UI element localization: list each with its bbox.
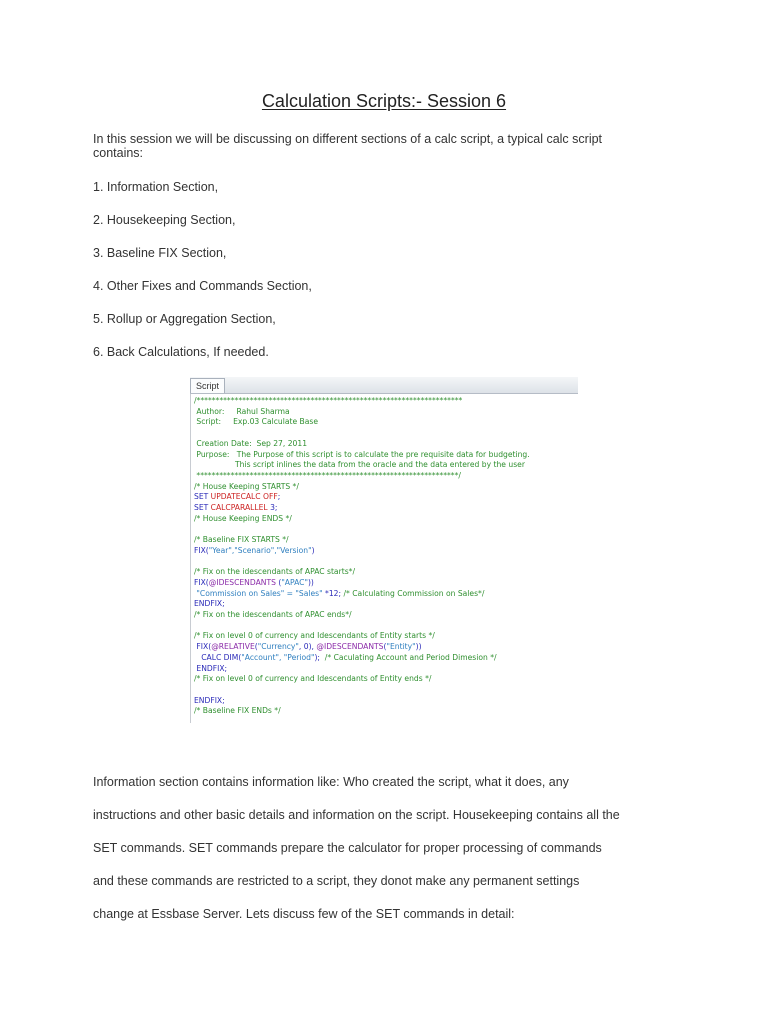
code-line	[194, 460, 525, 469]
code-line	[194, 653, 497, 662]
code-token: /* Calculating Commission on Sales*/	[343, 588, 485, 598]
code-token: @IDESCENDANTS	[316, 642, 384, 652]
code-token: (	[275, 577, 282, 587]
code-line	[194, 503, 277, 512]
code-line	[194, 664, 227, 673]
code-token: "Entity"	[386, 642, 416, 652]
code-token: FIX(	[194, 577, 209, 587]
code-token: ENDFIX;	[194, 599, 225, 609]
section-list-item: 6. Back Calculations, If needed.	[93, 345, 269, 359]
code-token: "Account", "Period"	[241, 652, 315, 662]
section-list-item: 5. Rollup or Aggregation Section,	[93, 312, 276, 326]
code-token: /* House Keeping STARTS */	[194, 481, 299, 491]
script-tab: Script	[190, 378, 225, 393]
code-token: /* Fix on level 0 of currency and Idescendants of Entity starts */	[194, 631, 435, 641]
code-line	[194, 599, 225, 608]
code-token: *12;	[322, 588, 344, 598]
code-line	[194, 439, 307, 448]
code-line	[194, 578, 314, 587]
code-token: ))	[415, 642, 422, 652]
code-token: Script: Exp.03 Calculate Base	[194, 417, 319, 427]
code-token: @IDESCENDANTS	[208, 577, 276, 587]
body-paragraph-line: and these commands are restricted to a script, they donot make any permanent settings	[93, 874, 580, 888]
code-token: /* Baseline FIX ENDs */	[194, 706, 281, 716]
code-line	[194, 407, 290, 416]
code-token: SET	[194, 492, 211, 502]
code-token: Author: Rahul Sharma	[194, 406, 290, 416]
code-token: "Year","Scenario","Version"	[208, 545, 312, 555]
code-line	[194, 631, 435, 640]
code-line	[194, 696, 225, 705]
intro-paragraph: In this session we will be discussing on different sections of a calc script, a typical calc script contains:	[93, 132, 603, 160]
code-line	[194, 396, 462, 405]
section-list-item: 4. Other Fixes and Commands Section,	[93, 279, 312, 293]
code-line	[194, 492, 280, 501]
body-paragraph-line: Information section contains information like: Who created the script, what it does, any	[93, 775, 569, 789]
code-line	[194, 471, 461, 480]
code-token: Purpose: The Purpose of this script is to calculate the pre requisite data for budgeting.	[194, 449, 530, 459]
code-line	[194, 482, 299, 491]
code-token: "Commission on Sales" = "Sales"	[194, 588, 323, 598]
code-token: /* Fix on the idescendants of APAC starts*/	[194, 567, 355, 577]
code-token: Creation Date: Sep 27, 2011	[194, 438, 308, 448]
code-token: , 0),	[298, 642, 317, 652]
code-token: FIX(	[194, 545, 209, 555]
page-title: Calculation Scripts:- Session 6	[261, 91, 507, 111]
section-list-item: 1. Information Section,	[93, 180, 219, 194]
code-token: UPDATECALC OFF	[210, 492, 278, 502]
code-line	[194, 535, 289, 544]
code-token: /**********************************************************************	[194, 396, 463, 405]
script-code-area	[190, 394, 579, 723]
code-token: "APAC"	[281, 577, 308, 587]
script-tab-bar	[190, 377, 578, 394]
code-token: This script inlines the data from the oracle and the data entered by the user	[194, 460, 525, 470]
code-token: /* Baseline FIX STARTS */	[194, 535, 289, 545]
code-token: SET	[194, 503, 211, 512]
body-paragraph-line: SET commands. SET commands prepare the calculator for proper processing of commands	[93, 841, 602, 855]
code-token: FIX(	[194, 642, 212, 652]
code-token: ENDFIX;	[194, 663, 228, 673]
code-token: ))	[307, 577, 314, 587]
code-token: @RELATIVE	[211, 642, 255, 652]
code-token: CALCPARALLEL	[210, 503, 268, 512]
body-paragraph-line: change at Essbase Server. Lets discuss few of the SET commands in detail:	[93, 907, 515, 921]
code-line	[194, 589, 484, 598]
code-token: CALC DIM(	[194, 652, 242, 662]
code-token: /* Fix on the idescendants of APAC ends*/	[194, 610, 352, 619]
code-token: ;	[277, 492, 281, 502]
code-line	[194, 674, 431, 683]
code-line	[194, 642, 422, 651]
code-token: /* House Keeping ENDS */	[194, 513, 292, 523]
code-token: /* Fix on level 0 of currency and Idescendants of Entity ends */	[194, 674, 432, 684]
code-token: 3;	[267, 503, 278, 512]
code-token: )	[311, 545, 315, 555]
code-token: );	[314, 652, 325, 662]
code-token: "Currency"	[257, 642, 299, 652]
code-token: ENDFIX;	[194, 695, 225, 705]
code-line	[194, 417, 318, 426]
script-editor-screenshot	[190, 377, 578, 723]
code-line	[194, 450, 530, 459]
code-line	[194, 706, 281, 715]
code-line	[194, 567, 355, 576]
code-line	[194, 610, 352, 619]
code-line	[194, 514, 292, 523]
code-token: (	[383, 642, 387, 652]
code-line	[194, 546, 315, 555]
section-list-item: 3. Baseline FIX Section,	[93, 246, 227, 260]
code-token: /* Caculating Account and Period Dimesion */	[324, 652, 497, 662]
code-token: (	[254, 642, 258, 652]
body-paragraph-line: instructions and other basic details and information on the script. Housekeeping contains all the	[93, 808, 620, 822]
code-token: *********************************************************************/	[194, 470, 461, 480]
section-list-item: 2. Housekeeping Section,	[93, 213, 236, 227]
